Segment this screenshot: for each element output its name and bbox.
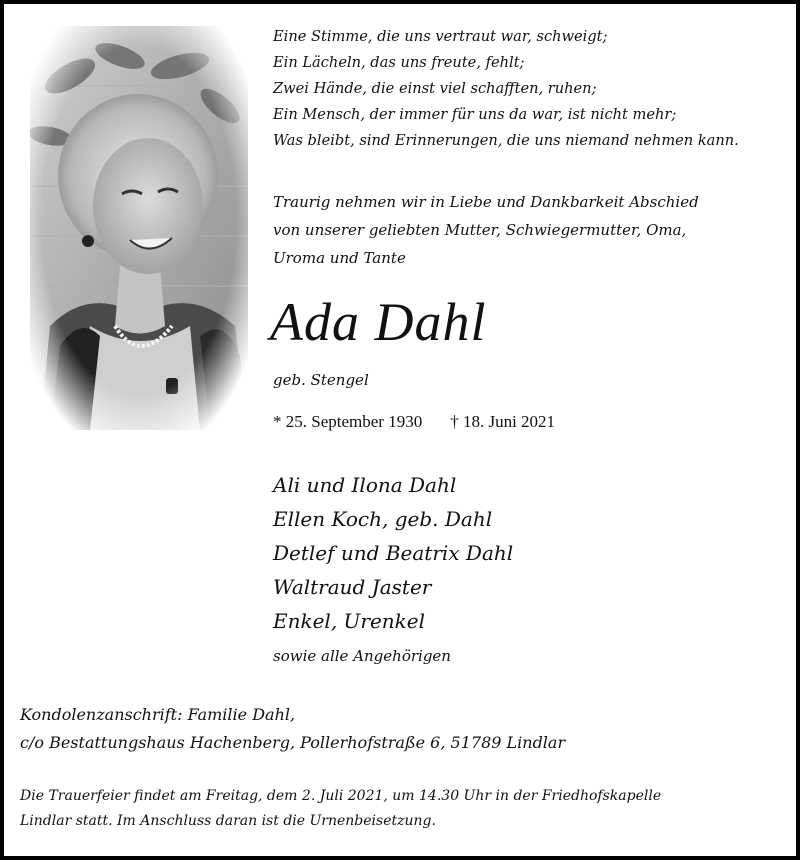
poem-line: Was bleibt, sind Erinnerungen, die uns niemand nehmen kann. xyxy=(273,132,739,149)
service-line: Die Trauerfeier findet am Freitag, dem 2. Juli 2021, um 14.30 Uhr in der Friedhofskapelle xyxy=(20,788,662,804)
other-relatives: sowie alle Angehörigen xyxy=(273,647,451,665)
poem-line: Zwei Hände, die einst viel schafften, ruhen; xyxy=(273,80,597,97)
deceased-name: Ada Dahl xyxy=(270,292,487,352)
mourner-item: Ellen Koch, geb. Dahl xyxy=(273,507,493,531)
poem-line: Ein Mensch, der immer für uns da war, ist nicht mehr; xyxy=(273,106,677,123)
funeral-service-info xyxy=(20,784,661,834)
mourner-item: Waltraud Jaster xyxy=(273,575,432,599)
condolence-address xyxy=(20,701,565,757)
life-dates xyxy=(273,412,555,432)
mourner-item: Enkel, Urenkel xyxy=(273,609,426,633)
mourners-list xyxy=(273,468,513,638)
farewell-intro xyxy=(273,188,699,272)
death-date: † 18. Juni 2021 xyxy=(450,412,556,431)
poem-line: Eine Stimme, die uns vertraut war, schweigt; xyxy=(273,28,608,45)
mourner-item: Ali und Ilona Dahl xyxy=(273,473,457,497)
mourner-item: Detlef und Beatrix Dahl xyxy=(273,541,514,565)
birth-name: geb. Stengel xyxy=(273,371,369,389)
address-line: Kondolenzanschrift: Familie Dahl, xyxy=(20,705,296,724)
intro-line: von unserer geliebten Mutter, Schwiegermutter, Oma, xyxy=(273,221,687,239)
poem-line: Ein Lächeln, das uns freute, fehlt; xyxy=(273,54,525,71)
intro-line: Traurig nehmen wir in Liebe und Dankbarkeit Abschied xyxy=(273,193,699,211)
birth-date: * 25. September 1930 xyxy=(273,412,423,431)
poem-verse xyxy=(273,24,739,154)
intro-line: Uroma und Tante xyxy=(273,249,406,267)
service-line: Lindlar statt. Im Anschluss daran ist die Urnenbeisetzung. xyxy=(20,813,436,829)
portrait-photo xyxy=(30,26,248,430)
address-line: c/o Bestattungshaus Hachenberg, Pollerhofstraße 6, 51789 Lindlar xyxy=(20,733,566,752)
